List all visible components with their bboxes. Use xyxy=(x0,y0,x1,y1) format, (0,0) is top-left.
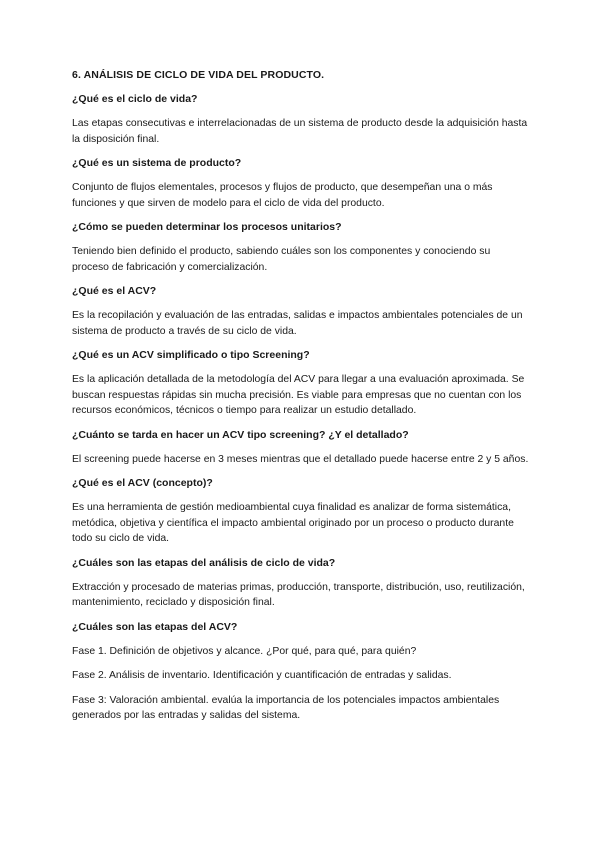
phase-1: Fase 1. Definición de objetivos y alcance. ¿Por qué, para qué, para quién? xyxy=(72,645,417,657)
question-etapas-acv: ¿Cuáles son las etapas del ACV? xyxy=(72,620,238,633)
question-ciclo-de-vida: ¿Qué es el ciclo de vida? xyxy=(72,93,198,105)
section-title: 6. ANÁLISIS DE CICLO DE VIDA DEL PRODUCTO. xyxy=(72,69,325,81)
phase-2: Fase 2. Análisis de inventario. Identificación y cuantificación de entradas y salidas. xyxy=(72,670,452,681)
question-acv-concepto: ¿Qué es el ACV (concepto)? xyxy=(72,477,213,489)
answer-ciclo-de-vida: Las etapas consecutivas e interrelacionadas de un sistema de producto desde la adquisición hasta la disposición final. xyxy=(72,118,528,145)
answer-procesos-unitarios: Teniendo bien definido el producto, sabiendo cuáles son los componentes y conociendo su proceso de fabricación y comercialización. xyxy=(72,246,491,273)
question-acv-screening: ¿Qué es un ACV simplificado o tipo Screening? xyxy=(72,349,310,361)
answer-sistema-de-producto: Conjunto de flujos elementales, procesos y flujos de producto, que desempeñan una o más funciones y que sirven de modelo para el ciclo de vida del producto. xyxy=(72,182,493,209)
answer-etapas-analisis: Extracción y procesado de materias primas, producción, transporte, distribución, uso, reutilización, mantenimiento, reciclado y disposición final. xyxy=(72,581,525,608)
question-acv: ¿Qué es el ACV? xyxy=(72,285,157,297)
question-sistema-de-producto: ¿Qué es un sistema de producto? xyxy=(72,157,242,169)
phase-3: Fase 3: Valoración ambiental. evalúa la importancia de los potenciales impactos ambientales generados por las entradas y salidas del sistema. xyxy=(72,694,500,721)
answer-acv: Es la recopilación y evaluación de las entradas, salidas e impactos ambientales potenciales de un sistema de producto a través de su ciclo de vida. xyxy=(72,310,523,337)
question-duracion-acv: ¿Cuánto se tarda en hacer un ACV tipo screening? ¿Y el detallado? xyxy=(72,428,409,441)
answer-acv-concepto: Es una herramienta de gestión medioambiental cuya finalidad es analizar de forma sistemática, metódica, objetiva y científica el impacto ambiental originado por un proceso o producto durante todo su ciclo de vida. xyxy=(72,502,514,544)
question-etapas-analisis: ¿Cuáles son las etapas del análisis de ciclo de vida? xyxy=(72,556,336,569)
document-page xyxy=(72,68,530,733)
answer-acv-screening: Es la aplicación detallada de la metodología del ACV para llegar a una evaluación aproximada. Se buscan respuestas rápidas sin mucha precisión. Es viable para empresas que no cuentan con los recursos económicos, técnicos o tiempo para realizar un estudio detallado. xyxy=(72,374,525,416)
answer-duracion-acv: El screening puede hacerse en 3 meses mientras que el detallado puede hacerse entre 2 y 5 años. xyxy=(72,453,529,465)
question-procesos-unitarios: ¿Cómo se pueden determinar los procesos unitarios? xyxy=(72,221,342,233)
